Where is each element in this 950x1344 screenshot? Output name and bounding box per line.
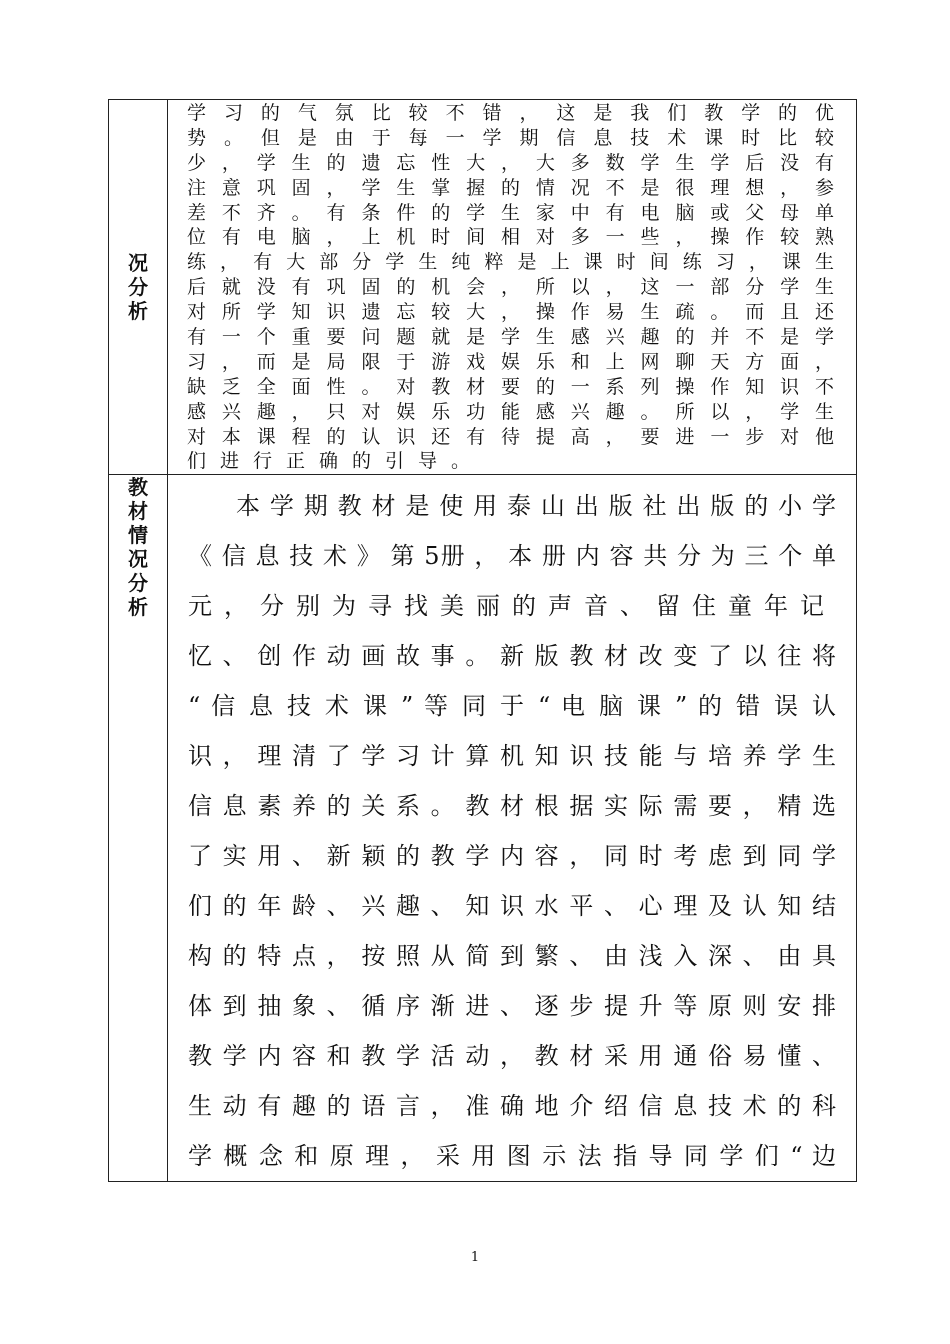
text-line: 构 的 特 点 ， 按 照 从 简 到 繁 、 由 浅 入 深 、 由 具 bbox=[188, 942, 836, 971]
text-line: 位 有 电 脑 ， 上 机 时 间 相 对 多 一 些 ， 操 作 较 熟 bbox=[187, 226, 834, 249]
text-line: 元，分别为寻找美丽的声音、留住童年记 bbox=[188, 592, 836, 621]
row-label: 教材情况分析 bbox=[128, 475, 148, 620]
row-label-cell bbox=[109, 100, 168, 475]
text-line: 忆 、 创 作 动 画 故 事 。 新 版 教 材 改 变 了 以 往 将 bbox=[188, 642, 836, 671]
text-line: 们进行正确的引导。 bbox=[187, 450, 485, 473]
text-line: 教 学 内 容 和 教 学 活 动 ， 教 材 采 用 通 俗 易 懂 、 bbox=[188, 1042, 836, 1071]
row-label-cell bbox=[109, 475, 168, 1182]
text-line: 学 习 的 气 氛 比 较 不 错 ， 这 是 我 们 教 学 的 优 bbox=[187, 102, 834, 124]
row-content-cell bbox=[168, 100, 857, 475]
table-row bbox=[109, 100, 857, 475]
text-line: 有 一 个 重 要 问 题 就 是 学 生 感 兴 趣 的 并 不 是 学 bbox=[187, 326, 834, 349]
text-line: 势 。 但 是 由 于 每 一 学 期 信 息 技 术 课 时 比 较 bbox=[187, 126, 834, 149]
text-line: 对 所 学 知 识 遗 忘 较 大 ， 操 作 易 生 疏 。 而 且 还 bbox=[187, 301, 834, 324]
text-line: 后 就 没 有 巩 固 的 机 会 ， 所 以 ， 这 一 部 分 学 生 bbox=[187, 276, 834, 299]
text-line: 感 兴 趣 ， 只 对 娱 乐 功 能 感 兴 趣 。 所 以 ， 学 生 bbox=[187, 400, 834, 423]
text-line: 学 概 念 和 原 理 ， 采 用 图 示 法 指 导 同 学 们 “ 边 bbox=[188, 1142, 836, 1171]
table-row bbox=[109, 475, 857, 1182]
text-line: 注 意 巩 固 ， 学 生 掌 握 的 情 况 不 是 很 理 想 ， 参 bbox=[187, 176, 834, 199]
text-line: 生 动 有 趣 的 语 言 ， 准 确 地 介 绍 信 息 技 术 的 科 bbox=[188, 1092, 836, 1121]
text-line: “ 信 息 技 术 课 ” 等 同 于 “ 电 脑 课 ” 的 错 误 认 bbox=[188, 692, 836, 721]
row-content-cell bbox=[168, 475, 857, 1182]
text-line: 少 ， 学 生 的 遗 忘 性 大 ， 大 多 数 学 生 学 后 没 有 bbox=[187, 151, 834, 174]
document-table bbox=[108, 99, 857, 1182]
text-line: 们 的 年 龄 、 兴 趣 、 知 识 水 平 、 心 理 及 认 知 结 bbox=[188, 892, 836, 921]
row-label: 况分析 bbox=[128, 251, 148, 324]
text-line: 缺 乏 全 面 性 。 对 教 材 要 的 一 系 列 操 作 知 识 不 bbox=[187, 375, 834, 398]
text-line: 识 ， 理 清 了 学 习 计 算 机 知 识 技 能 与 培 养 学 生 bbox=[188, 742, 836, 771]
text-line: 了 实 用 、 新 颖 的 教 学 内 容 ， 同 时 考 虑 到 同 学 bbox=[188, 842, 836, 871]
text-line: 差 不 齐 。 有 条 件 的 学 生 家 中 有 电 脑 或 父 母 单 bbox=[187, 201, 834, 224]
text-line: 《 信 息 技 术 》 第 5册 ， 本 册 内 容 共 分 为 三 个 单 bbox=[188, 542, 836, 571]
text-line: 对 本 课 程 的 认 识 还 有 待 提 高 ， 要 进 一 步 对 他 bbox=[187, 425, 834, 448]
text-line: 练 ， 有 大 部 分 学 生 纯 粹 是 上 课 时 间 练 习 ， 课 生 bbox=[187, 251, 834, 274]
student-analysis-text bbox=[168, 100, 856, 474]
text-line: 习 ， 而 是 局 限 于 游 戏 娱 乐 和 上 网 聊 天 方 面 ， bbox=[187, 350, 834, 373]
text-line: 体 到 抽 象 、 循 序 渐 进 、 逐 步 提 升 等 原 则 安 排 bbox=[188, 992, 836, 1021]
textbook-analysis-text bbox=[168, 475, 856, 1181]
page-number: 1 bbox=[470, 1250, 480, 1265]
text-line: 信 息 素 养 的 关 系 。 教 材 根 据 实 际 需 要 ， 精 选 bbox=[188, 792, 836, 821]
text-line: 本 学 期 教 材 是 使 用 泰 山 出 版 社 出 版 的 小 学 bbox=[236, 492, 836, 521]
